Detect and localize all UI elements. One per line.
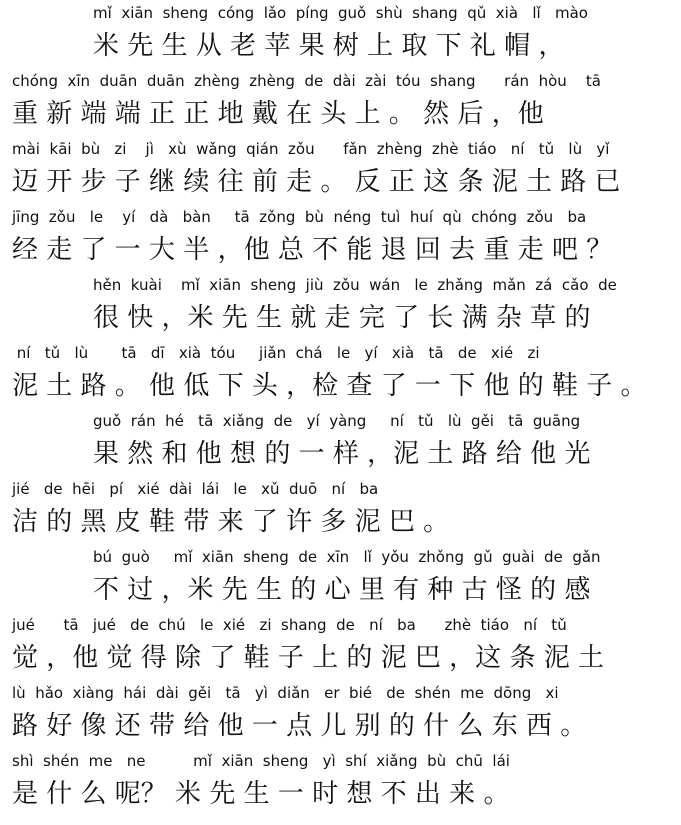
- hanzi-row: 很 快 ，米 先 生 就 走 完 了 长 满 杂 草 的: [93, 303, 591, 333]
- pinyin-row: lù hǎo xiàng hái dài gěi tā yì diǎn er bié de shén me dōng xi: [12, 684, 559, 702]
- hanzi-row: 果 然 和 他 想 的 一 样 ，泥 土 路 给 他 光: [93, 439, 591, 469]
- text-line: [0, 478, 681, 546]
- pinyin-row: guǒ rán hé tā xiǎng de yí yàng ní tǔ lù gěi tā guāng: [93, 412, 581, 430]
- pinyin-row: bú guò mǐ xiān sheng de xīn lǐ yǒu zhǒng gǔ guài de gǎn: [93, 548, 601, 566]
- hanzi-row: 迈 开 步 子 继 续 往 前 走 。 反 正 这 条 泥 土 路 已: [12, 167, 621, 197]
- hanzi-row: 觉 ，他 觉 得 除 了 鞋 子 上 的 泥 巴 ，这 条 泥 土: [12, 643, 604, 673]
- text-line: [0, 750, 681, 818]
- hanzi-row: 不 过 ，米 先 生 的 心 里 有 种 古 怪 的 感: [93, 575, 591, 605]
- hanzi-row: 泥 土 路 。 他 低 下 头 ，检 查 了 一 下 他 的 鞋 子 。: [12, 371, 647, 401]
- pinyin-row: ní tǔ lù tā dī xià tóu jiǎn chá le yí xià tā de xié zi: [12, 344, 540, 362]
- pinyin-row: jié de hēi pí xié dài lái le xǔ duō ní ba: [12, 480, 379, 498]
- text-line: [0, 138, 681, 206]
- text-line: [0, 546, 681, 614]
- text-line: [0, 410, 681, 478]
- text-line: [0, 2, 681, 70]
- pinyin-row: shì shén me ne mǐ xiān sheng yì shí xiǎng bù chū lái: [12, 752, 510, 770]
- pinyin-row: mài kāi bù zi jì xù wǎng qián zǒu fǎn zhèng zhè tiáo ní tǔ lù yǐ: [12, 140, 610, 158]
- pinyin-row: chóng xīn duān duān zhèng zhèng de dài zài tóu shang rán hòu tā: [12, 72, 601, 90]
- hanzi-row: 经 走 了 一 大 半 ，他 总 不 能 退 回 去 重 走 吧 ？: [12, 235, 613, 265]
- text-line: [0, 342, 681, 410]
- pinyin-row: jīng zǒu le yí dà bàn tā zǒng bù néng tuì huí qù chóng zǒu ba: [12, 208, 587, 226]
- text-line: [0, 682, 681, 750]
- text-line: [0, 614, 681, 682]
- hanzi-row: 米 先 生 从 老 苹 果 树 上 取 下 礼 帽 ，: [93, 31, 565, 61]
- text-line: [0, 274, 681, 342]
- text-line: [0, 70, 681, 138]
- hanzi-row: 是 什 么 呢？ 米 先 生 一 时 想 不 出 来 。: [12, 779, 510, 809]
- text-line: [0, 206, 681, 274]
- hanzi-row: 重 新 端 端 正 正 地 戴 在 头 上 。 然 后 ，他: [12, 99, 544, 129]
- hanzi-row: 路 好 像 还 带 给 他 一 点 儿 别 的 什 么 东 西 。: [12, 711, 587, 741]
- hanzi-row: 洁 的 黑 皮 鞋 带 来 了 许 多 泥 巴 。: [12, 507, 450, 537]
- pinyin-row: hěn kuài mǐ xiān sheng jiù zǒu wán le zhǎng mǎn zá cǎo de: [93, 276, 617, 294]
- pinyin-row: jué tā jué de chú le xié zi shang de ní ba zhè tiáo ní tǔ: [12, 616, 567, 634]
- pinyin-row: mǐ xiān sheng cóng lǎo píng guǒ shù shang qǔ xià lǐ mào: [93, 4, 588, 22]
